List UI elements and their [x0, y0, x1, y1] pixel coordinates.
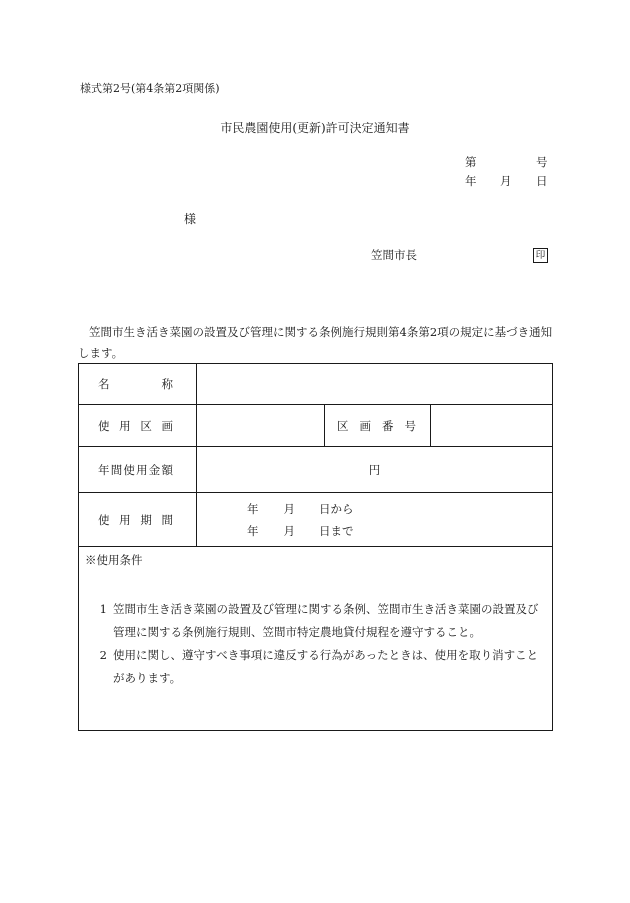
section-label: 使用区画	[98, 418, 173, 433]
period-from-year: 年	[247, 501, 259, 516]
period-from-month: 月	[283, 501, 295, 516]
row-section	[79, 405, 553, 447]
period-to-month: 月	[283, 523, 295, 538]
document-title: 市民農園使用(更新)許可決定通知書	[220, 121, 410, 135]
period-label-cell	[79, 493, 197, 547]
date-year: 年	[465, 174, 477, 188]
fee-unit: 円	[368, 462, 381, 477]
name-value-cell[interactable]	[197, 364, 553, 405]
row-fee	[79, 447, 553, 493]
period-label: 使用期間	[98, 512, 173, 527]
row-period	[79, 493, 553, 547]
form-number: 様式第2号(第4条第2項関係)	[80, 82, 220, 95]
section-value-cell[interactable]	[197, 405, 325, 447]
addressee-suffix: 様	[184, 212, 197, 226]
seal-mark: 印	[533, 248, 548, 263]
name-label-cell	[79, 364, 197, 405]
conditions-heading: ※使用条件	[85, 553, 143, 567]
permit-table	[78, 363, 553, 731]
section-number-value-cell[interactable]	[431, 405, 553, 447]
condition-text: 笠間市生き活き菜園の設置及び管理に関する条例、笠間市生き活き菜園の設置及び管理に関する条例施行規則、笠間市特定農地貸付規程を遵守すること。	[113, 602, 539, 639]
period-to-day: 日まで	[319, 523, 354, 538]
period-from-day: 日から	[319, 501, 354, 516]
condition-number: 2	[99, 648, 107, 662]
section-number-label: 区画番号	[337, 418, 416, 433]
body-text: 笠間市生き活き菜園の設置及び管理に関する条例施行規則第4条第2項の規定に基づき通知します。	[78, 325, 553, 360]
reference-dai: 第	[465, 155, 477, 169]
row-conditions	[79, 547, 553, 731]
condition-item	[85, 598, 546, 644]
period-from	[197, 498, 552, 520]
period-value-cell[interactable]	[197, 493, 553, 547]
period-to	[197, 520, 552, 542]
fee-value-cell[interactable]	[197, 447, 553, 493]
fee-label: 年間使用金額	[98, 462, 173, 477]
condition-text: 使用に関し、遵守すべき事項に違反する行為があったときは、使用を取り消すことがあります。	[113, 648, 539, 685]
section-number-label-cell	[325, 405, 431, 447]
condition-item	[85, 644, 546, 690]
period-to-year: 年	[247, 523, 259, 538]
issuer-name: 笠間市長	[371, 248, 417, 262]
name-label: 名称	[98, 377, 173, 391]
reference-go: 号	[536, 155, 548, 169]
date-day: 日	[536, 174, 548, 188]
fee-label-cell	[79, 447, 197, 493]
date-month: 月	[500, 174, 512, 188]
row-name	[79, 364, 553, 405]
conditions-cell	[79, 547, 553, 731]
condition-number: 1	[99, 602, 107, 616]
section-label-cell	[79, 405, 197, 447]
